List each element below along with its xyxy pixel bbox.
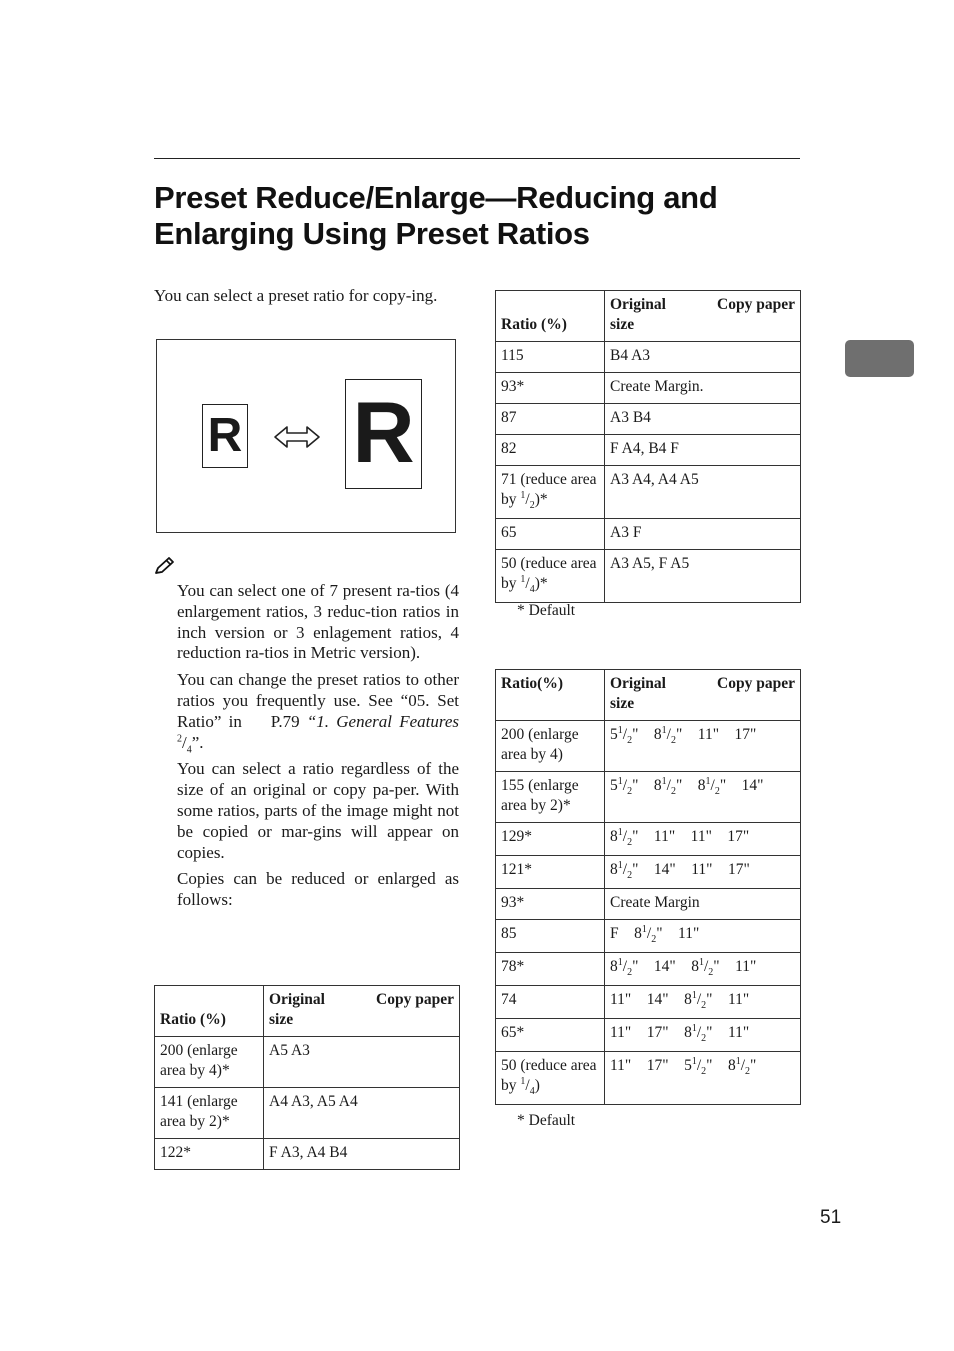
reduce-enlarge-figure: [156, 339, 456, 533]
table-row: 200 (enlarge area by 4) $5^1/_2$" $8^1/_2$" 11" 17": [496, 721, 801, 772]
header-original-copy: Original Copy paper size: [605, 670, 801, 721]
table-footnote: * Default: [517, 1112, 576, 1129]
table-row: 155 (enlarge area by 2)* $5^1/_2$" $8^1/_2$" $8^1/_2$" 14": [496, 772, 801, 823]
note-paragraph: You can select a ratio regardless of the size of an original or copy pa-per. With some ratios, parts of the image might not be copied or mar-gins will appear on copies.: [177, 759, 459, 862]
header-original-copy: Original Copy paper size: [605, 291, 801, 342]
table-row: 50 (reduce area by $^1/_4)*$ A3 A5, F A5: [496, 550, 801, 603]
table-row: 115 B4 A3: [496, 342, 801, 373]
note-pencil-icon: [154, 556, 176, 576]
table-row: 200 (enlarge area by 4)* A5 A3: [155, 1037, 460, 1088]
table-row: 71 (reduce area by $^1/_2)*$ A3 A4, A4 A5: [496, 466, 801, 519]
note-paragraph: You can change the preset ratios to other ratios you frequently use. See “05. Set Ratio” in P.79 “1. General Features $^2/_4$”.: [177, 670, 459, 755]
header-ratio: Ratio(%): [496, 670, 605, 721]
note-paragraph: You can select one of 7 present ra-tios (4 enlargement ratios, 3 reduc-tion ratios in inch version or 3 enlagement ratios, 4 reduction ra-tios in Metric version).: [177, 581, 459, 663]
table-row: 85 F $8^1/_2$" 11": [496, 920, 801, 953]
table-row: 65* 11" 17" $8^1/_2$" 11": [496, 1019, 801, 1052]
double-arrow-icon: [273, 424, 321, 450]
table-row: 129* $8^1/_2$" 11" 11" 17": [496, 823, 801, 856]
table-row: 74 11" 14" $8^1/_2$" 11": [496, 986, 801, 1019]
intro-text: You can select a preset ratio for copy-ing.: [154, 286, 438, 305]
table-row: 93* Create Margin.: [496, 373, 801, 404]
table-footnote: * Default: [517, 602, 576, 619]
table-row: 141 (enlarge area by 2)* A4 A3, A5 A4: [155, 1088, 460, 1139]
chapter-tab-marker: [845, 340, 914, 377]
small-r-original: R: [202, 404, 248, 468]
table-row: 87 A3 B4: [496, 404, 801, 435]
note-paragraph: Copies can be reduced or enlarged as follows:: [177, 869, 459, 910]
page-reference-link[interactable]: P.79: [270, 711, 300, 731]
table-row: 122* F A3, A4 B4: [155, 1139, 460, 1170]
table-row: 93* Create Margin: [496, 889, 801, 920]
table-row: 50 (reduce area by $^1/_4$) 11" 17" $5^1/_2$" $8^1/_2$": [496, 1052, 801, 1105]
header-rule: [154, 158, 800, 159]
header-ratio: Ratio (%): [496, 291, 605, 342]
page-title: Preset Reduce/Enlarge—Reducing and Enlarging Using Preset Ratios: [154, 180, 718, 251]
ratio-table-inch: [495, 669, 801, 1105]
ratio-table-enlarge: [154, 985, 460, 1170]
ratio-table-metric: [495, 290, 801, 603]
notes-section: [177, 581, 459, 917]
page-number: 51: [820, 1207, 842, 1228]
table-row: 121* $8^1/_2$" 14" 11" 17": [496, 856, 801, 889]
header-ratio: Ratio (%): [155, 986, 264, 1037]
table-row: 82 F A4, B4 F: [496, 435, 801, 466]
large-r-copy: R: [345, 379, 422, 489]
table-row: 65 A3 F: [496, 519, 801, 550]
header-original-copy: Original Copy paper size: [264, 986, 460, 1037]
table-row: 78* $8^1/_2$" 14" $8^1/_2$" 11": [496, 953, 801, 986]
